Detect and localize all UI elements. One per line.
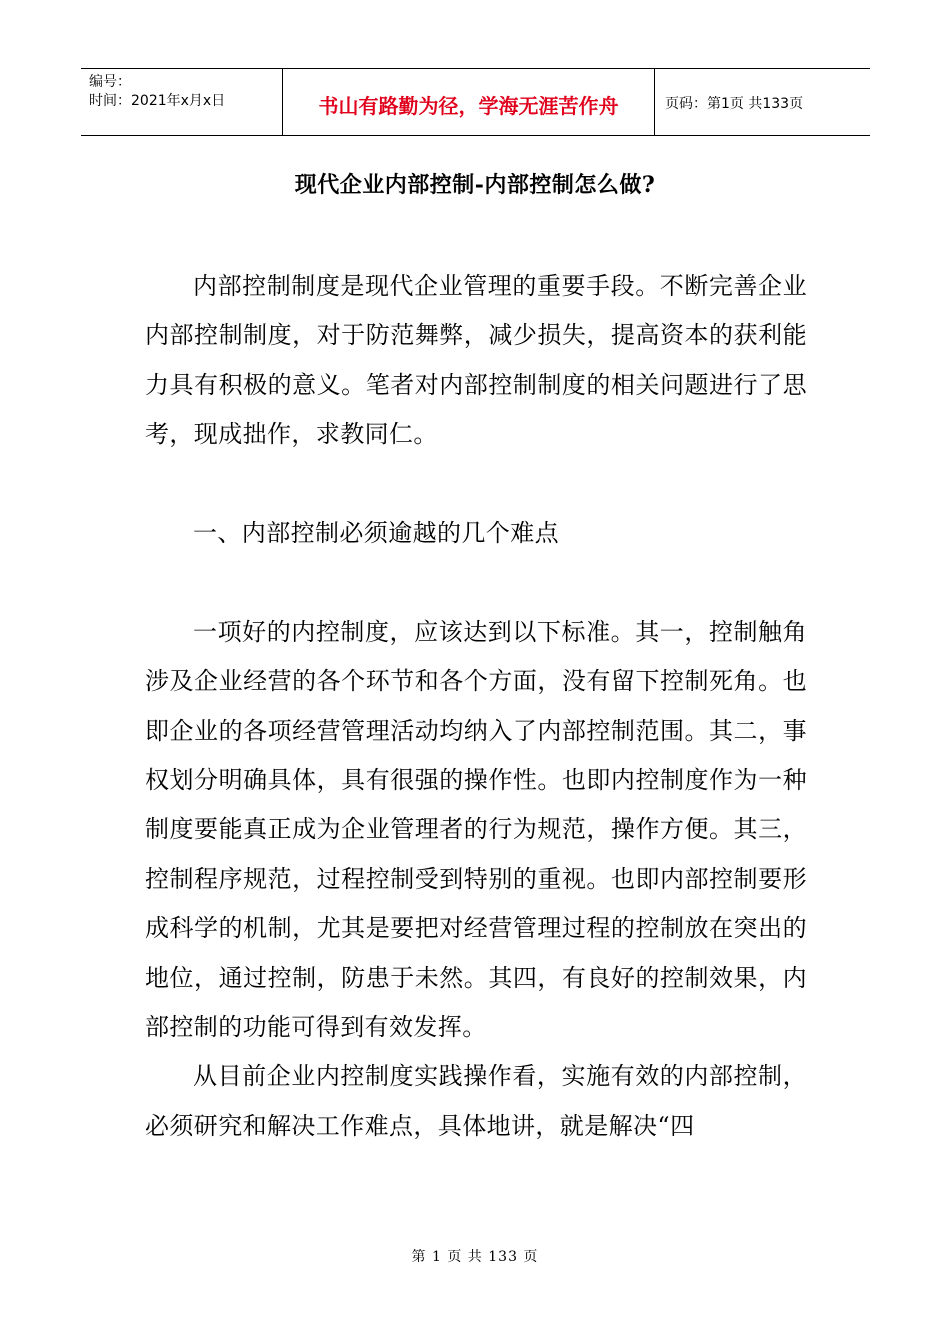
- document-body: [145, 262, 807, 1151]
- header-motto: 书山有路勤为径，学海无涯苦作舟: [283, 69, 655, 135]
- document-title: 现代企业内部控制-内部控制怎么做?: [294, 172, 656, 198]
- header-meta: [81, 69, 283, 135]
- header-page-info: 页码：第1页 共133页: [665, 96, 804, 112]
- document-header: [81, 68, 870, 136]
- header-number-label: 编号：: [89, 74, 131, 90]
- paragraph-practice: 从目前企业内控制度实践操作看，实施有效的内部控制，必须研究和解决工作难点，具体地讲，就是解决“四: [145, 1062, 807, 1140]
- header-time-label: 时间：2021年x月x日: [89, 93, 226, 109]
- section-heading: 一、内部控制必须逾越的几个难点: [193, 519, 559, 548]
- page-footer: 第 1 页 共 133 页: [411, 1249, 539, 1265]
- paragraph-intro: 内部控制制度是现代企业管理的重要手段。不断完善企业内部控制制度，对于防范舞弊，减少损失，提高资本的获利能力具有积极的意义。笔者对内部控制制度的相关问题进行了思考，现成拙作，求教同仁。: [145, 272, 807, 449]
- paragraph-standards: 一项好的内控制度，应该达到以下标准。其一，控制触角涉及企业经营的各个环节和各个方面，没有留下控制死角。也即企业的各项经营管理活动均纳入了内部控制范围。其二，事权划分明确具体，具有很强的操作性。也即内控制度作为一种制度要能真正成为企业管理者的行为规范，操作方便。其三，控制程序规范，过程控制受到特别的重视。也即内部控制要形成科学的机制，尤其是要把对经营管理过程的控制放在突出的地位，通过控制，防患于未然。其四，有良好的控制效果，内部控制的功能可得到有效发挥。: [145, 617, 807, 1042]
